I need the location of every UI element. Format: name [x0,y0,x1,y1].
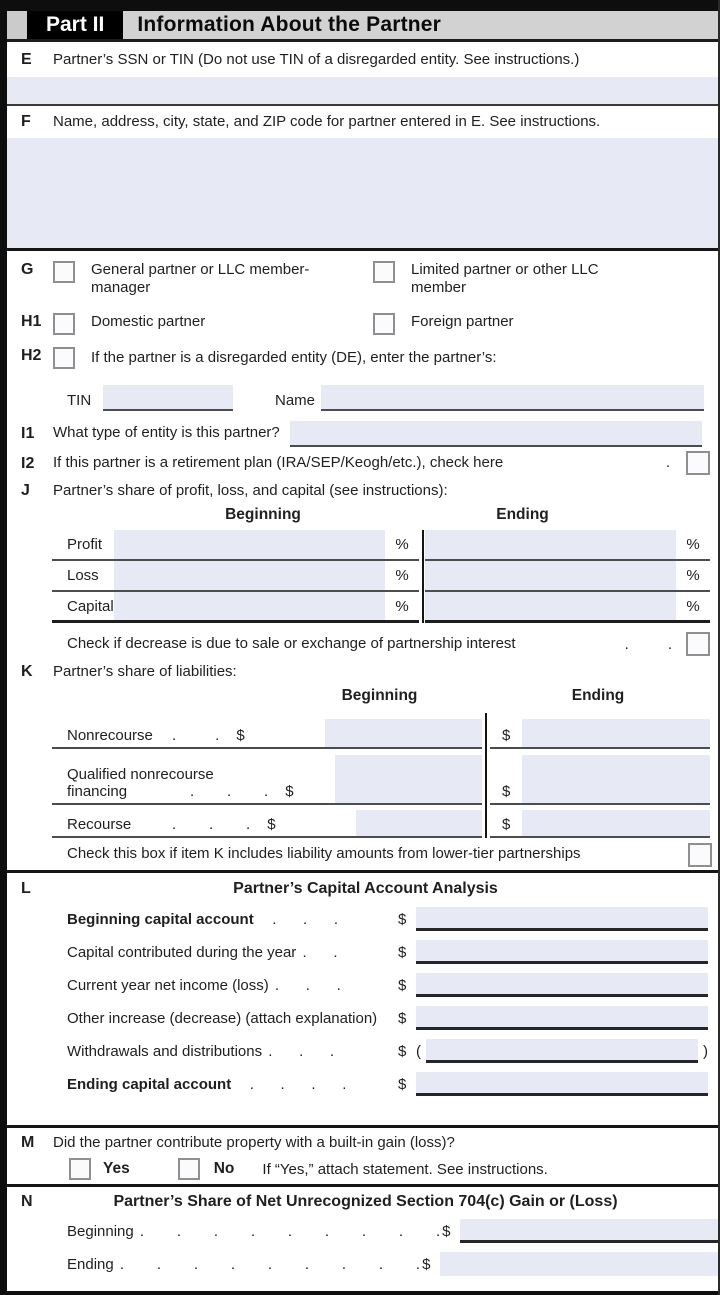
leader-dots: . . . [268,976,343,994]
section-n-id: N [21,1192,33,1210]
leader-dots: . . . . . . . . . [133,1222,443,1240]
section-h2 [7,347,718,377]
dollar-sign: $ [502,815,511,833]
dollar-sign: $ [285,782,294,800]
other-increase-field[interactable] [416,1006,708,1030]
nonrecourse-beginning-cell [52,713,482,749]
dollar-sign: $ [502,726,511,744]
recourse-ending-cell [490,805,710,838]
close-paren: ) [703,1042,708,1060]
k-rows [52,713,710,838]
j-rows [52,530,710,623]
built-in-gain-label: Did the partner contribute property with a built-in gain (loss)? [53,1133,455,1151]
recourse-label: Recourse [67,815,132,833]
current-year-income-row [7,969,718,1002]
n-beginning-label: Beginning [67,1222,134,1240]
attach-statement-note: If “Yes,” attach statement. See instructions. [262,1160,548,1178]
n-ending-label: Ending [67,1255,114,1273]
percent-sign: % [686,566,700,584]
entity-type-field[interactable] [290,421,702,447]
section-j-id: J [21,481,30,499]
loss-label: Loss [67,566,99,584]
leader-dots: . . [172,726,222,744]
yes-label: Yes [103,1160,130,1177]
de-tin-name-row [7,377,718,411]
section-l [7,873,718,903]
limited-partner-label: Limited partner or other LLC member [411,260,599,297]
withdrawals-row [7,1035,718,1068]
section-704c-title: Partner’s Share of Net Unrecognized Section 704(c) Gain or (Loss) [113,1192,618,1210]
section-m [7,1128,718,1155]
qualified-label-line1: Qualified nonrecourse [67,765,214,783]
recourse-ending-field[interactable] [522,810,710,836]
entity-type-label: What type of entity is this partner? [53,423,280,441]
profit-beginning-cell [52,530,419,561]
de-name-field[interactable] [321,385,704,411]
domestic-partner-checkbox[interactable] [53,313,75,335]
leader-dots: . . [296,943,340,961]
profit-row [52,530,710,561]
domestic-partner-label: Domestic partner [91,312,206,330]
beginning-capital-label: Beginning capital account [67,910,254,928]
section-gap [7,1101,718,1125]
section-n [7,1187,718,1215]
no-checkbox[interactable] [178,1158,200,1180]
dollar-sign: $ [502,782,511,800]
recourse-beginning-cell [52,805,482,838]
j-column-headers [52,506,710,530]
section-i2 [7,447,718,479]
disregarded-entity-checkbox[interactable] [53,347,75,369]
section-g [7,251,718,313]
k-column-divider [485,713,487,838]
partner-ssn-tin-field[interactable] [7,77,718,104]
leader-dots: . . . [172,815,253,833]
ending-capital-row [7,1068,718,1101]
qualified-label-line2: financing [67,782,128,800]
n-beginning-field[interactable] [460,1219,720,1243]
other-increase-row [7,1002,718,1035]
liabilities-label: Partner’s share of liabilities: [53,662,237,680]
qualified-ending-cell [490,749,710,805]
k-ending-header: Ending [571,686,625,704]
percent-sign: % [395,566,409,584]
yes-checkbox[interactable] [69,1158,91,1180]
n-ending-row [7,1248,718,1281]
leader-dots: . . [624,635,674,653]
section-i2-id: I2 [21,454,35,472]
section-g-id: G [21,260,34,278]
leader-dots: . . . [253,910,341,928]
section-j [7,479,718,506]
dollar-sign: $ [422,1255,431,1273]
leader-dots: . . . [262,1042,337,1060]
lower-tier-checkbox[interactable] [688,843,712,867]
k-beginning-header: Beginning [341,686,418,704]
capital-beginning-field[interactable] [114,592,385,620]
capital-contributed-row [7,936,718,969]
beginning-capital-row [7,903,718,936]
page-title: Information About the Partner [137,13,442,36]
foreign-partner-checkbox[interactable] [373,313,395,335]
beginning-capital-field[interactable] [416,907,708,931]
decrease-sale-exchange-row [7,629,718,660]
decrease-sale-exchange-label: Check if decrease is due to sale or exchange of partnership interest [67,634,516,652]
recourse-beginning-field[interactable] [356,810,482,836]
part-label: Part II [27,11,123,39]
retirement-plan-label: If this partner is a retirement plan (IRA/SEP/Keogh/etc.), check here [53,454,504,472]
current-year-income-field[interactable] [416,973,708,997]
lower-tier-row [7,840,718,870]
section-e-label: Partner’s SSN or TIN (Do not use TIN of a disregarded entity. See instructions.) [53,51,580,68]
nonrecourse-label: Nonrecourse [67,726,153,744]
dollar-sign: $ [267,815,276,833]
qualified-nonrecourse-row [52,749,710,805]
section-m-id: M [21,1133,35,1151]
de-tin-label: TIN [67,391,92,409]
section-k-id: K [21,662,33,680]
header-notch [7,11,27,39]
withdrawals-label: Withdrawals and distributions [67,1042,263,1060]
qualified-ending-field[interactable] [522,755,710,803]
top-black-bar [7,0,718,11]
part2-header [7,11,718,42]
percent-sign: % [686,597,700,615]
dollar-sign: $ [398,910,407,928]
leader-dots: . . . [190,782,271,800]
partner-name-address-field[interactable] [7,138,718,248]
profit-ending-field[interactable] [425,530,676,559]
section-i1 [7,411,718,447]
nonrecourse-row [52,713,710,749]
nonrecourse-ending-cell [490,713,710,749]
qualified-beginning-cell [52,749,482,805]
general-partner-label: General partner or LLC member-manager [91,260,310,297]
capital-label: Capital [67,597,114,615]
loss-beginning-cell [52,561,419,592]
percent-sign: % [686,535,700,553]
section-l-id: L [21,879,31,897]
leader-dots: . . . . [231,1075,349,1093]
de-tin-field[interactable] [103,385,233,411]
ending-capital-label: Ending capital account [67,1075,232,1093]
n-beginning-row [7,1215,718,1248]
profit-loss-capital-table [52,506,710,623]
percent-sign: % [395,597,409,615]
capital-ending-field[interactable] [425,592,676,620]
recourse-row [52,805,710,838]
disregarded-entity-label: If the partner is a disregarded entity (DE), enter the partner’s: [91,348,497,366]
open-paren: ( [416,1042,421,1060]
loss-ending-field[interactable] [425,561,676,590]
section-e [7,42,718,70]
dollar-sign: $ [236,726,245,744]
limited-partner-checkbox[interactable] [373,261,395,283]
j-ending-header: Ending [496,505,549,523]
profit-label: Profit [67,535,103,553]
profit-ending-cell [425,530,710,561]
loss-ending-cell [425,561,710,592]
nonrecourse-ending-field[interactable] [522,719,710,747]
qualified-label [52,765,214,800]
section-f-id: F [21,112,31,130]
section-i1-id: I1 [21,424,35,442]
dollar-sign: $ [398,1075,407,1093]
ending-capital-field[interactable] [416,1072,708,1096]
leader-dots: . [665,454,672,471]
leader-dots: . . . . . . . . . [113,1255,423,1273]
withdrawals-field[interactable] [426,1039,698,1063]
n-ending-field[interactable] [440,1252,720,1276]
loss-row [52,561,710,592]
dollar-sign: $ [398,1042,407,1060]
capital-ending-cell [425,592,710,623]
section-f-label: Name, address, city, state, and ZIP code for partner entered in E. See instructions. [53,112,601,130]
dollar-sign: $ [398,943,407,961]
section-f [7,106,718,132]
section-e-id: E [21,51,32,68]
capital-row [52,592,710,623]
capital-contributed-label: Capital contributed during the year [67,943,297,961]
percent-sign: % [395,535,409,553]
nonrecourse-beginning-field[interactable] [325,719,482,747]
profit-beginning-field[interactable] [114,530,385,559]
lower-tier-label: Check this box if item K includes liability amounts from lower-tier partnerships [67,845,581,863]
current-year-income-label: Current year net income (loss) [67,976,269,994]
section-h1 [7,313,718,347]
j-column-divider [422,530,424,623]
loss-beginning-field[interactable] [114,561,385,590]
built-in-gain-answers [7,1155,718,1184]
bottom-black-edge [7,1291,718,1295]
qualified-beginning-field[interactable] [335,755,482,803]
capital-beginning-cell [52,592,419,623]
profit-loss-capital-label: Partner’s share of profit, loss, and capital (see instructions): [53,481,448,499]
general-partner-checkbox[interactable] [53,261,75,283]
dollar-sign: $ [442,1222,451,1240]
other-increase-label: Other increase (decrease) (attach explanation) [67,1009,378,1027]
retirement-plan-checkbox[interactable] [686,451,710,475]
j-beginning-header: Beginning [225,505,301,523]
section-h2-id: H2 [21,346,42,364]
k-column-headers [52,687,710,713]
de-name-label: Name [275,391,316,409]
no-label: No [213,1160,235,1177]
section-h1-id: H1 [21,312,42,330]
dollar-sign: $ [398,976,407,994]
section-k [7,660,718,687]
liabilities-table [52,687,710,838]
capital-contributed-field[interactable] [416,940,708,964]
foreign-partner-label: Foreign partner [411,312,514,330]
capital-account-analysis-title: Partner’s Capital Account Analysis [233,879,498,897]
dollar-sign: $ [398,1009,407,1027]
decrease-sale-exchange-checkbox[interactable] [686,632,710,656]
